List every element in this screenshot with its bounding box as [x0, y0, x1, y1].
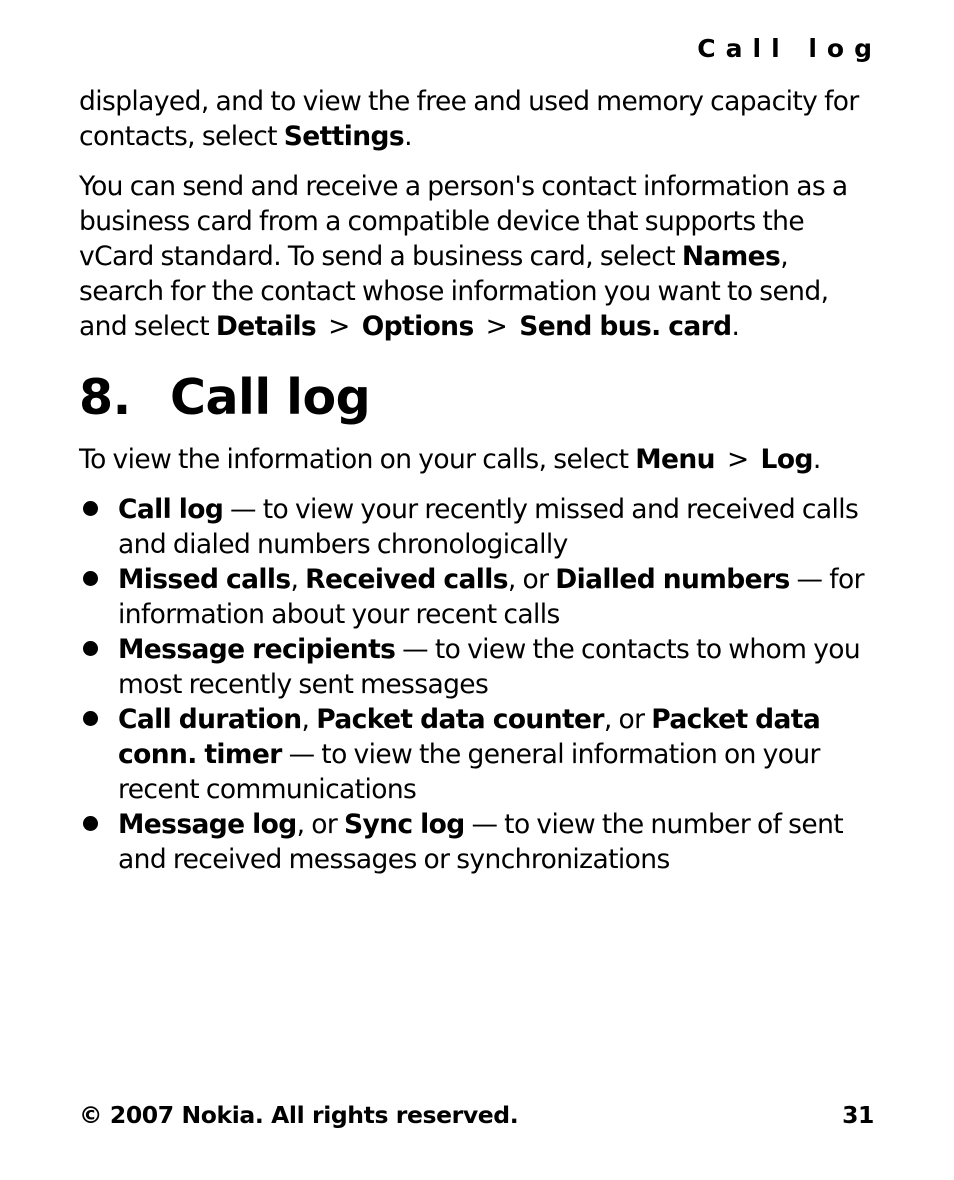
text: — to view the general information on your recent communications: [118, 739, 820, 805]
path-separator: >: [328, 311, 350, 342]
text: .: [812, 444, 821, 475]
menu-item-packet-data-counter: Packet data counter: [316, 704, 604, 735]
chapter-heading: [79, 368, 879, 428]
menu-item-packet-data-conn-timer: Packet data conn. timer: [118, 704, 821, 770]
list-item: [79, 807, 879, 877]
list-item: [79, 702, 879, 807]
text: .: [404, 121, 412, 152]
text: ,: [301, 704, 317, 735]
page-content: [79, 84, 879, 877]
call-log-options-list: [79, 492, 879, 877]
chapter-title: Call log: [170, 369, 371, 426]
text: , search for the contact whose information you want to send, and select: [79, 241, 829, 342]
menu-item-settings: Settings: [283, 121, 405, 152]
text: , or: [507, 564, 556, 595]
text: — to view the contacts to whom you most recently sent messages: [118, 634, 861, 700]
menu-item-missed-calls: Missed calls: [118, 564, 291, 595]
text: displayed, and to view the free and used memory capacity for contacts, select: [79, 86, 859, 152]
text: — to view the number of sent and received messages or synchronizations: [118, 809, 844, 875]
paragraph-business-card: [79, 169, 879, 344]
bullet-icon: [83, 501, 98, 516]
list-item: [79, 562, 879, 632]
paragraph-settings: [79, 84, 879, 154]
menu-item-dialled-numbers: Dialled numbers: [555, 564, 790, 595]
menu-item-message-log: Message log: [118, 809, 297, 840]
menu-item-call-log: Call log: [118, 494, 224, 525]
text: ,: [290, 564, 306, 595]
path-separator: >: [726, 444, 749, 475]
list-item: [79, 492, 879, 562]
path-separator: >: [485, 311, 508, 342]
running-header: Call log: [697, 34, 882, 63]
text: You can send and receive a person's contact information as a business card from a compatible device that supports the vCard standard. To send a business card, select: [79, 171, 848, 272]
menu-item-received-calls: Received calls: [305, 564, 508, 595]
menu-item-menu: Menu: [635, 444, 715, 475]
text: , or: [603, 704, 652, 735]
chapter-number: 8.: [79, 369, 131, 426]
text: To view the information on your calls, select: [79, 444, 636, 475]
page-number: 31: [842, 1101, 874, 1129]
bullet-icon: [83, 816, 98, 831]
copyright-notice: © 2007 Nokia. All rights reserved.: [79, 1101, 519, 1129]
menu-item-call-duration: Call duration: [118, 704, 302, 735]
menu-item-names: Names: [681, 241, 781, 272]
bullet-icon: [83, 571, 98, 586]
menu-item-sync-log: Sync log: [344, 809, 465, 840]
menu-item-send-bus-card: Send bus. card: [519, 311, 732, 342]
menu-item-details: Details: [215, 311, 317, 342]
paragraph-chapter-intro: [79, 442, 879, 477]
bullet-icon: [83, 641, 98, 656]
text: , or: [296, 809, 344, 840]
text: .: [731, 311, 740, 342]
page-footer: [79, 1099, 874, 1131]
text: — to view your recently missed and received calls and dialed numbers chronologically: [118, 494, 859, 560]
list-item: [79, 632, 879, 702]
menu-item-log: Log: [760, 444, 813, 475]
bullet-icon: [83, 711, 98, 726]
text: — for information about your recent calls: [118, 564, 864, 630]
menu-item-options: Options: [361, 311, 474, 342]
menu-item-message-recipients: Message recipients: [118, 634, 396, 665]
